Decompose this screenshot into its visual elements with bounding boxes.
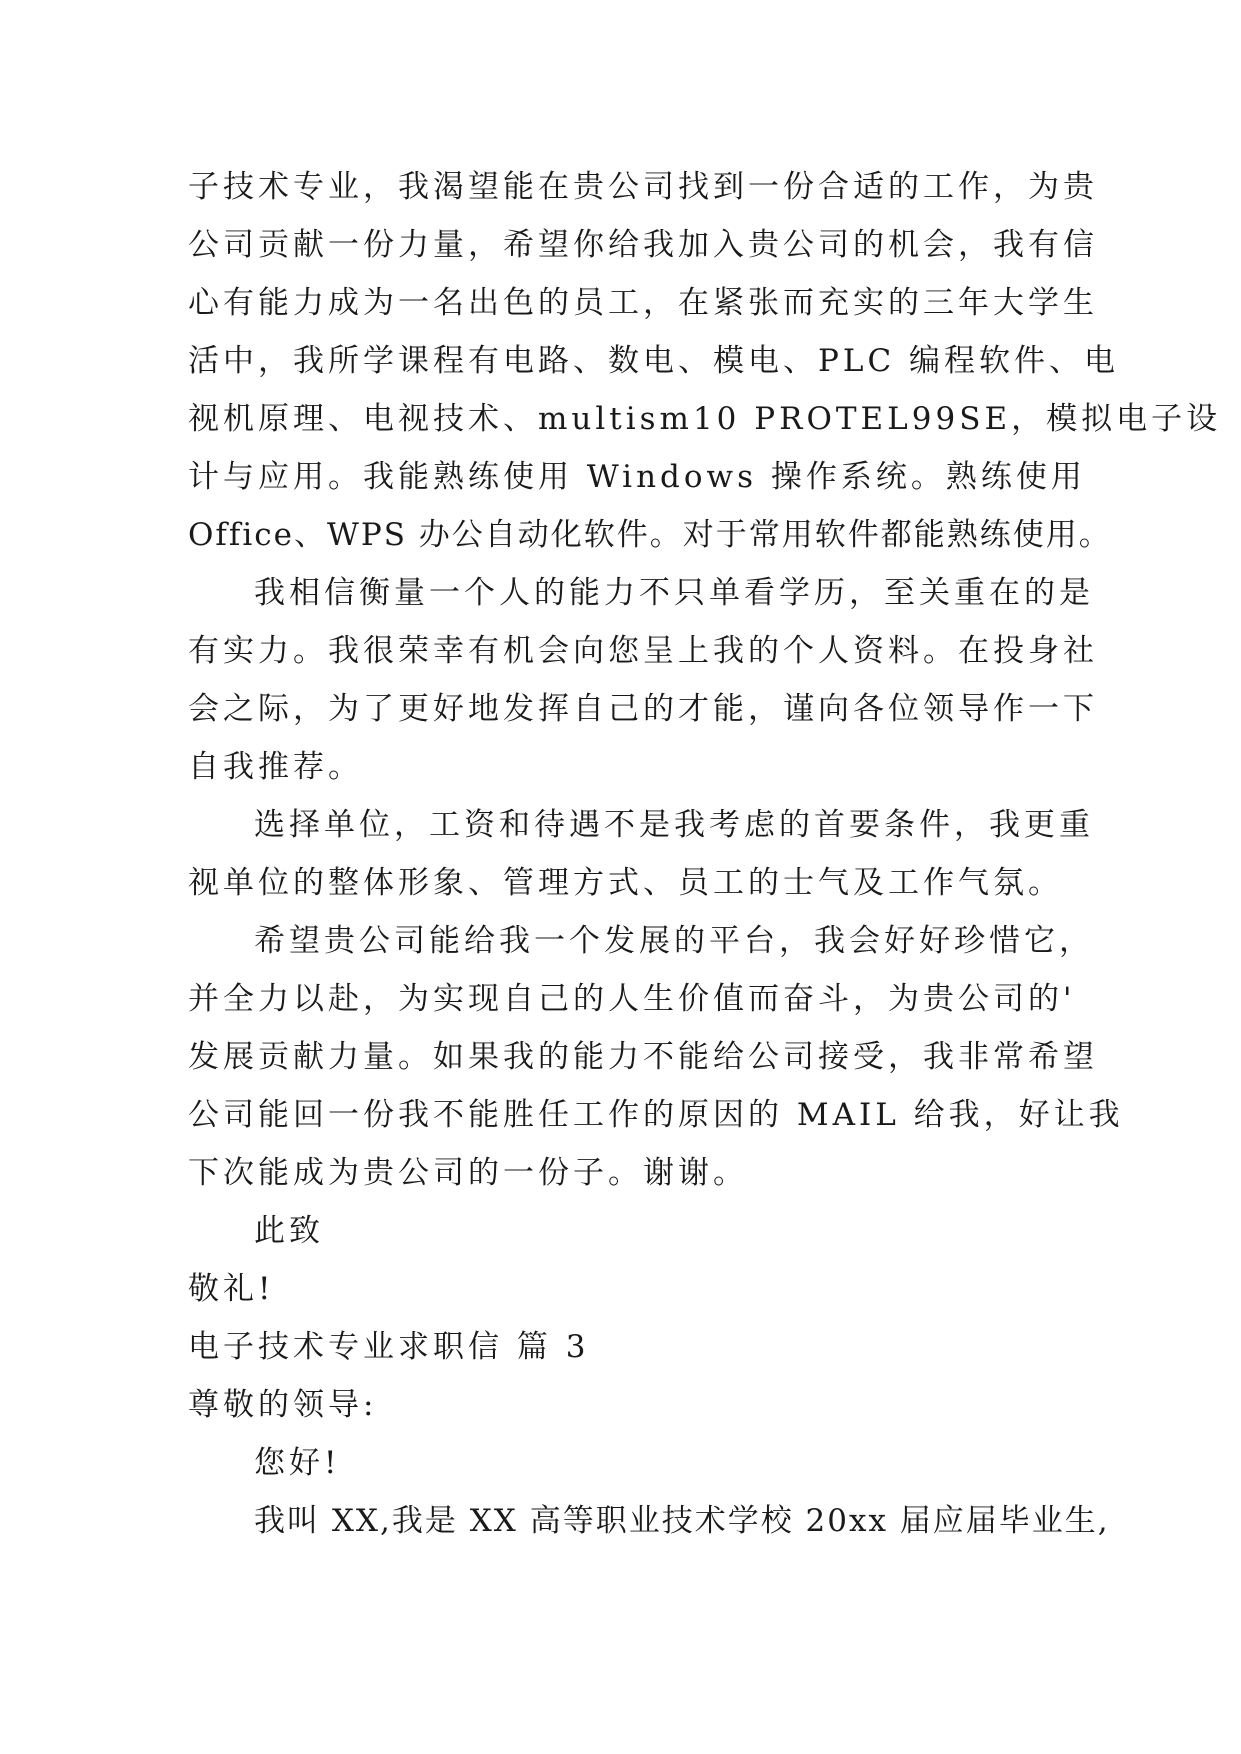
- paragraph-first-line: 希望贵公司能给我一个发展的平台，我会好好珍惜它，: [254, 923, 1094, 959]
- text-line: 子技术专业，我渴望能在贵公司找到一份合适的工作，为贵: [188, 169, 1098, 205]
- letter-body: [188, 158, 1222, 1550]
- text-line: 下次能成为贵公司的一份子。谢谢。: [188, 1155, 748, 1191]
- text-line: 发展贡献力量。如果我的能力不能给公司接受，我非常希望: [188, 1039, 1098, 1075]
- text-line: Office、WPS 办公自动化软件。对于常用软件都能熟练使用。: [188, 517, 1112, 553]
- text-line: 有实力。我很荣幸有机会向您呈上我的个人资料。在投身社: [188, 633, 1098, 669]
- greeting-addressee: 尊敬的领导:: [188, 1387, 378, 1423]
- text-line: 自我推荐。: [188, 749, 363, 785]
- paragraph-first-line: 选择单位，工资和待遇不是我考虑的首要条件，我更重: [254, 807, 1094, 843]
- section-heading: 电子技术专业求职信 篇 3: [188, 1329, 590, 1365]
- text-line: 心有能力成为一名出色的员工，在紧张而充实的三年大学生: [188, 285, 1098, 321]
- closing-regards: 敬礼!: [188, 1271, 275, 1307]
- text-line: 活中，我所学课程有电路、数电、模电、PLC 编程软件、电: [188, 343, 1120, 379]
- text-line: 并全力以赴，为实现自己的人生价值而奋斗，为贵公司的': [188, 981, 1076, 1017]
- text-line: 会之际，为了更好地发挥自己的才能，谨向各位领导作一下: [188, 691, 1098, 727]
- text-line: 计与应用。我能熟练使用 Windows 操作系统。熟练使用: [188, 459, 1086, 495]
- paragraph-first-line: 我相信衡量一个人的能力不只单看学历，至关重在的是: [254, 575, 1094, 611]
- paragraph-first-line: 我叫 XX,我是 XX 高等职业技术学校 20xx 届应届毕业生,: [254, 1503, 1110, 1539]
- greeting: 您好!: [254, 1445, 341, 1481]
- text-line: 公司贡献一份力量，希望你给我加入贵公司的机会，我有信: [188, 227, 1098, 263]
- text-line: 公司能回一份我不能胜任工作的原因的 MAIL 给我，好让我: [188, 1097, 1124, 1133]
- text-line: 视单位的整体形象、管理方式、员工的士气及工作气氛。: [188, 865, 1063, 901]
- closing-salutation: 此致: [254, 1213, 324, 1249]
- text-line: 视机原理、电视技术、multism10 PROTEL99SE，模拟电子设: [188, 401, 1222, 437]
